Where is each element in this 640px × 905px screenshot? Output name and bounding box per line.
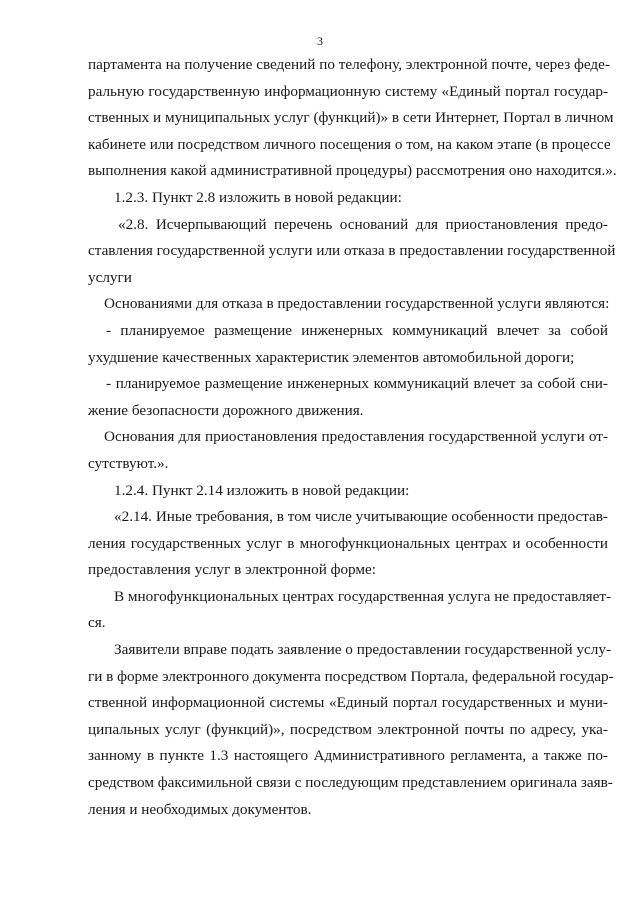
text-line: ственных и муниципальных услуг (функций)» в сети Интернет, Портал в личном	[88, 109, 614, 127]
text-line: «2.8. Исчерпывающий перечень оснований для приостановления предо-	[118, 215, 608, 233]
document-body	[88, 52, 617, 823]
text-line: сутствуют.».	[88, 454, 169, 472]
text-line: ги в форме электронного документа посредством Портала, федеральной государ-	[88, 667, 614, 685]
text-line: ципальных услуг (функций)», посредством электронной почты по адресу, ука-	[88, 720, 608, 738]
text-line: кабинете или посредством личного посещения о том, на каком этапе (в процессе	[88, 135, 611, 153]
text-line: ставления государственной услуги или отказа в предоставлении государственной	[88, 242, 616, 260]
text-line: ральную государственную информационную систему «Единый портал государ-	[88, 82, 608, 100]
text-line: ственной информационной системы «Единый портал государственных и муни-	[88, 694, 608, 712]
text-line: В многофункциональных центрах государственная услуга не предоставляет-	[114, 587, 612, 605]
text-line: занному в пункте 1.3 настоящего Административного регламента, а также по-	[88, 747, 608, 765]
text-line: жение безопасности дорожного движения.	[88, 401, 364, 419]
section-heading-1-2-3: 1.2.3. Пункт 2.8 изложить в новой редакции:	[114, 188, 402, 206]
text-line: «2.14. Иные требования, в том числе учитывающие особенности предостав-	[114, 508, 608, 526]
text-line: Заявители вправе подать заявление о предоставлении государственной услу-	[114, 641, 612, 659]
text-line: - планируемое размещение инженерных коммуникаций влечет за собой	[106, 321, 608, 339]
section-heading-1-2-4: 1.2.4. Пункт 2.14 изложить в новой редакции:	[114, 481, 410, 499]
text-line: Основания для приостановления предоставления государственной услуги от-	[104, 428, 608, 446]
text-line: партамента на получение сведений по телефону, электронной почте, через феде-	[88, 56, 610, 73]
text-line: - планируемое размещение инженерных коммуникаций влечет за собой сни-	[106, 375, 608, 393]
text-line: средством факсимильной связи с последующим представлением оригинала заяв-	[88, 774, 613, 792]
text-line: ления и необходимых документов.	[88, 800, 312, 818]
text-line: Основаниями для отказа в предоставлении государственной услуги являются:	[104, 295, 610, 313]
text-line: предоставления услуг в электронной форме:	[88, 561, 376, 579]
text-line: ления государственных услуг в многофункциональных центрах и особенности	[88, 534, 608, 552]
text-line: услуги	[88, 268, 132, 286]
text-line: ся.	[88, 614, 106, 632]
text-line: ухудшение качественных характеристик элементов автомобильной дороги;	[88, 348, 575, 366]
text-line: выполнения какой административной процедуры) рассмотрения оно находится.».	[88, 162, 617, 180]
page-number: 3	[317, 34, 323, 48]
